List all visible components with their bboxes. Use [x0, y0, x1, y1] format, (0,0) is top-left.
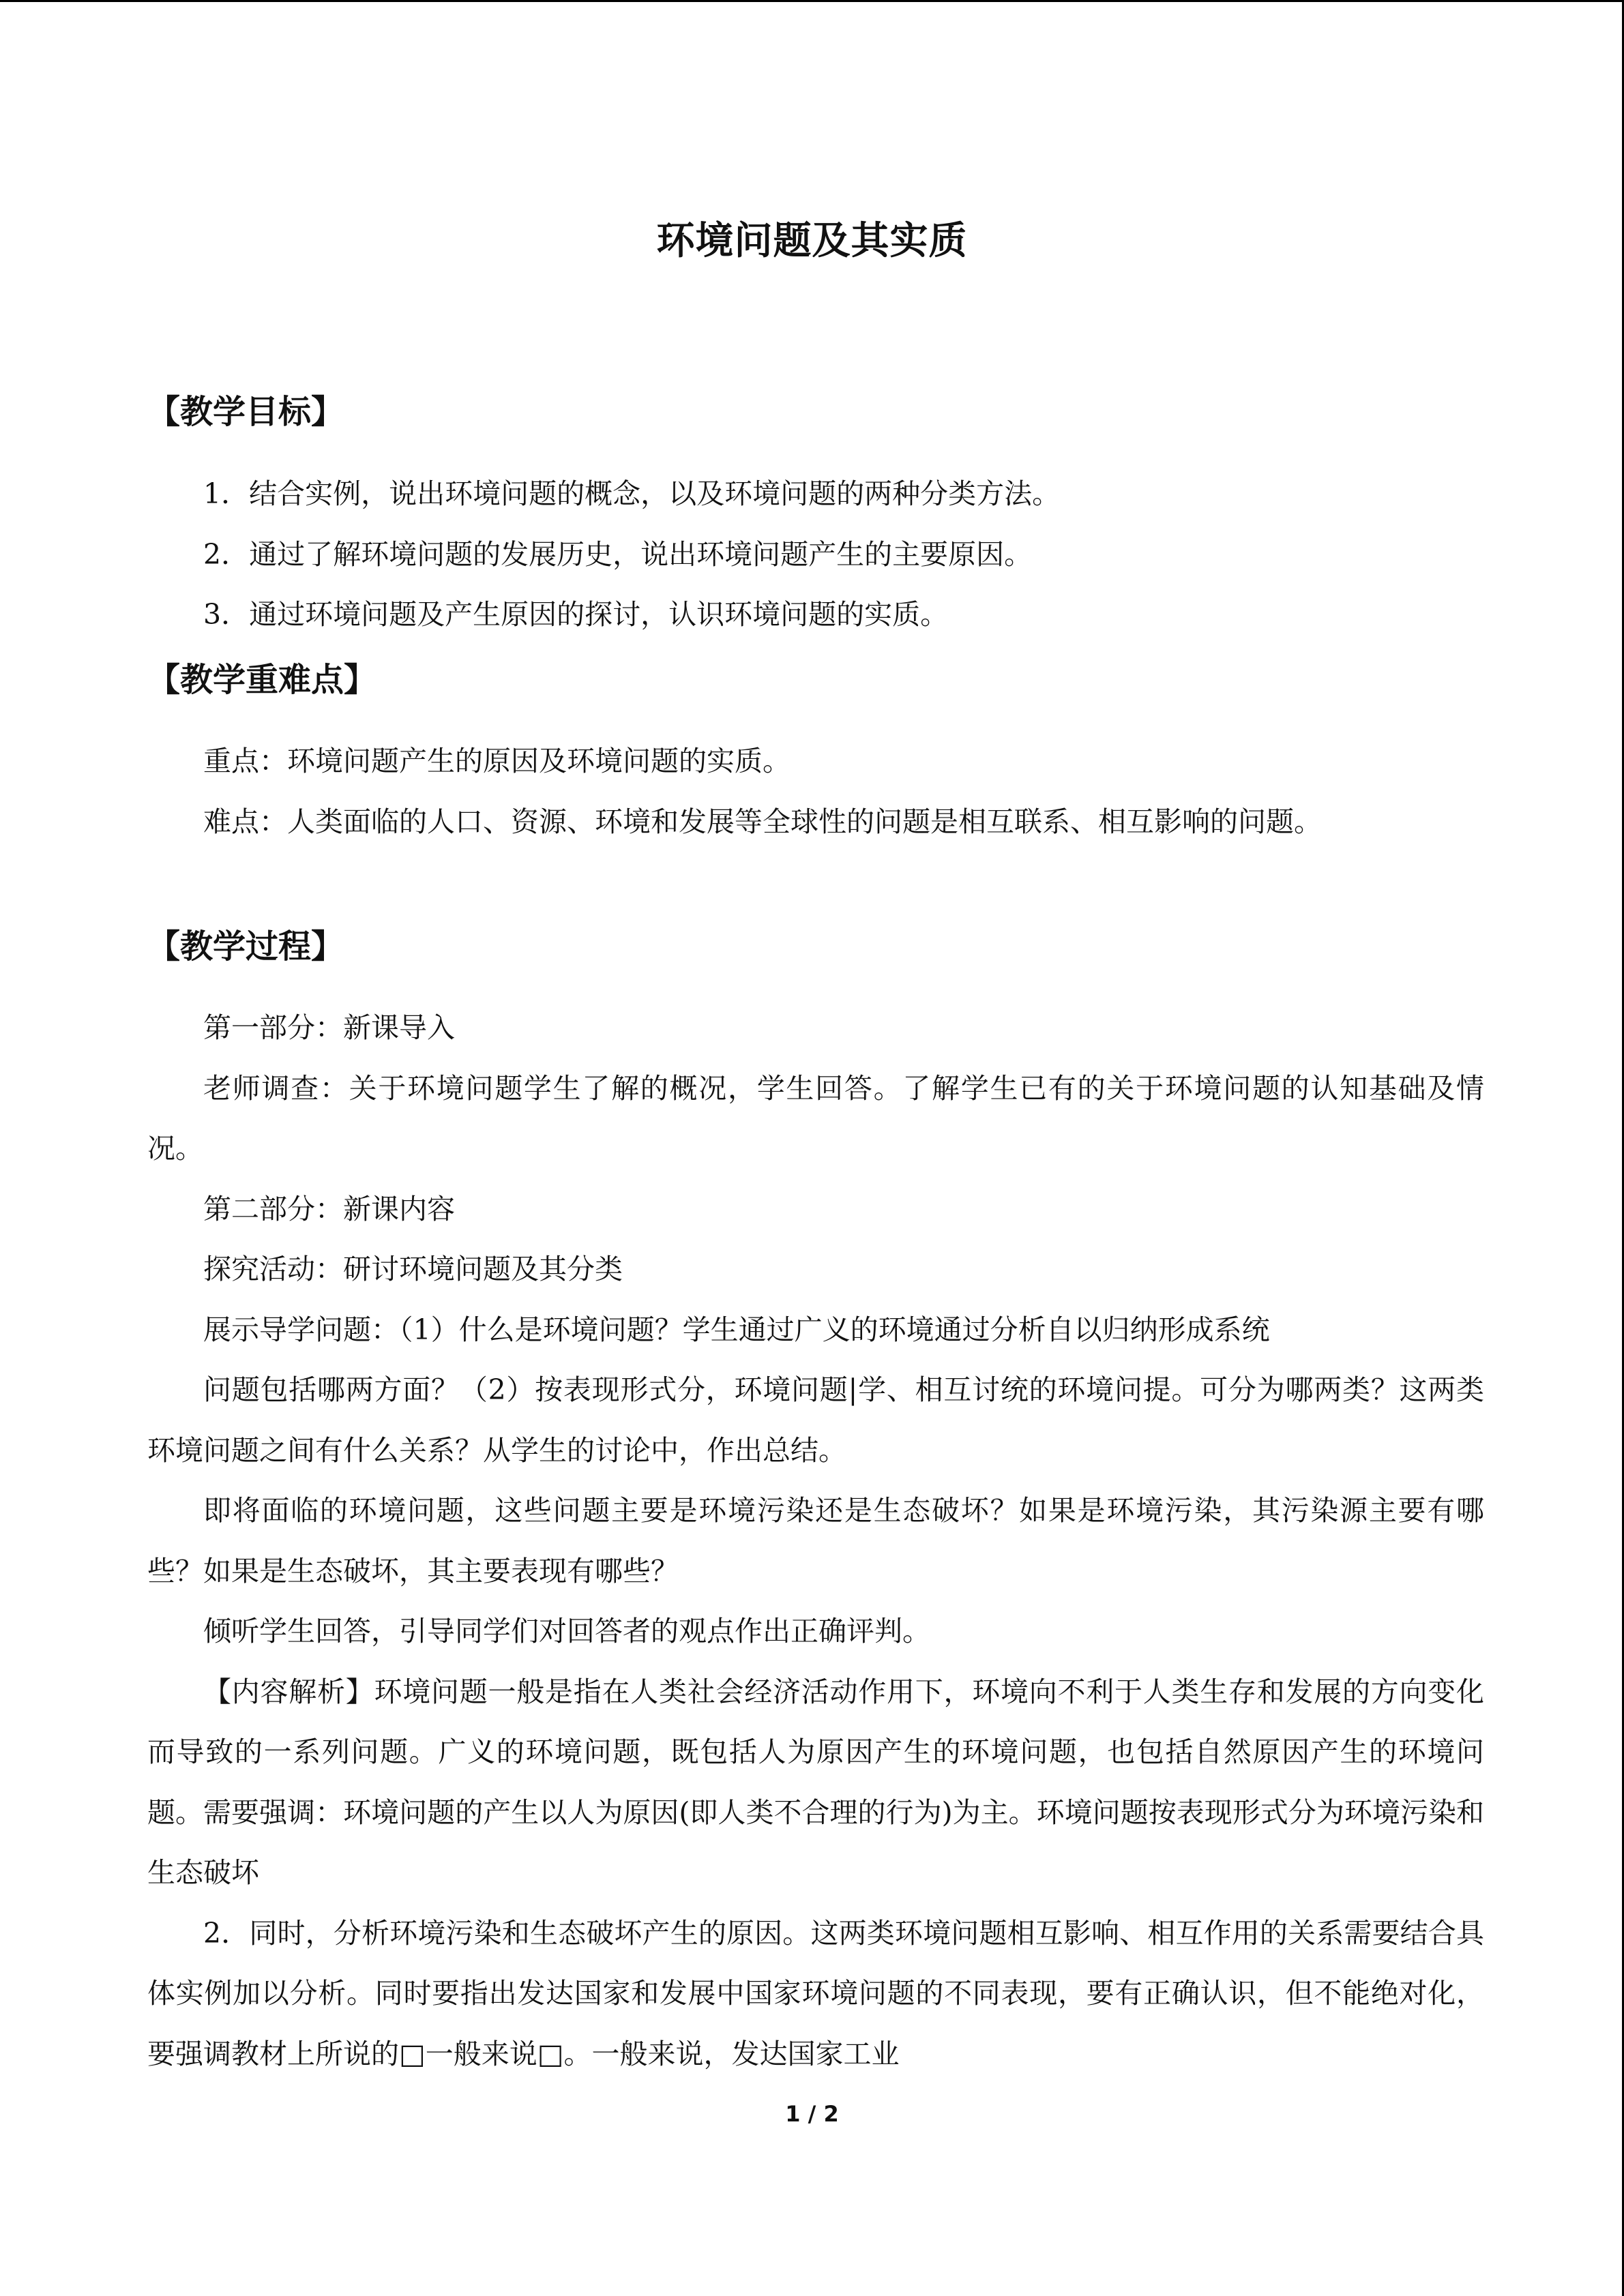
key-point-item: 重点：环境问题产生的原因及环境问题的实质。 — [203, 745, 791, 777]
process-paragraph: 问题包括哪两方面？（2）按表现形式分，环境问题|学、相互讨统的环境问提。可分为哪两类？这两类环境问题之间有什么关系？从学生的讨论中，作出总结。 — [147, 1373, 1484, 1467]
document-title: 环境问题及其实质 — [656, 219, 968, 263]
process-paragraph: 第二部分：新课内容 — [203, 1192, 455, 1225]
objective-item-2: 2．通过了解环境问题的发展历史，说出环境问题产生的主要原因。 — [203, 537, 1033, 571]
page-border-top — [0, 0, 1624, 2]
process-paragraph: 老师调查：关于环境问题学生了解的概况，学生回答。了解学生已有的关于环境问题的认知基础及情况。 — [147, 1071, 1484, 1165]
page-number: 1 / 2 — [785, 2101, 839, 2127]
heading-process: 【教学过程】 — [147, 927, 344, 966]
objective-item-1: 1．结合实例，说出环境问题的概念，以及环境问题的两种分类方法。 — [203, 477, 1061, 510]
objective-item-3: 3．通过环境问题及产生原因的探讨，认识环境问题的实质。 — [203, 598, 949, 631]
heading-objectives: 【教学目标】 — [147, 393, 344, 431]
document-body — [147, 464, 1484, 645]
process-paragraph: 第一部分：新课导入 — [203, 1011, 455, 1044]
process-paragraph: 2．同时，分析环境污染和生态破坏产生的原因。这两类环境问题相互影响、相互作用的关系需要结合具体实例加以分析。同时要指出发达国家和发展中国家环境问题的不同表现，要有正确认识，但不能绝对化，要强调教材上所说的□一般来说□。一般来说，发达国家工业 — [147, 1916, 1484, 2070]
process-body — [147, 998, 1484, 2084]
process-paragraph: 【内容解析】环境问题一般是指在人类社会经济活动作用下，环境向不利于人类生存和发展的方向变化而导致的一系列问题。广义的环境问题，既包括人为原因产生的环境问题，也包括自然原因产生的环境问题。需要强调：环境问题的产生以人为原因(即人类不合理的行为)为主。环境问题按表现形式分为环境污染和生态破坏 — [147, 1675, 1484, 1889]
process-paragraph: 倾听学生回答，引导同学们对回答者的观点作出正确评判。 — [203, 1615, 930, 1648]
heading-key-points: 【教学重难点】 — [147, 661, 377, 699]
process-paragraph: 即将面临的环境问题，这些问题主要是环境污染还是生态破坏？如果是环境污染，其污染源主要有哪些？如果是生态破坏，其主要表现有哪些？ — [147, 1494, 1484, 1587]
process-paragraph: 探究活动：研讨环境问题及其分类 — [203, 1253, 623, 1285]
process-paragraph: 展示导学问题：（1）什么是环境问题？学生通过广义的环境通过分析自以归纳形成系统 — [203, 1313, 1270, 1346]
difficult-point-item: 难点：人类面临的人口、资源、环境和发展等全球性的问题是相互联系、相互影响的问题。 — [203, 805, 1322, 838]
key-points-body — [147, 731, 1484, 852]
